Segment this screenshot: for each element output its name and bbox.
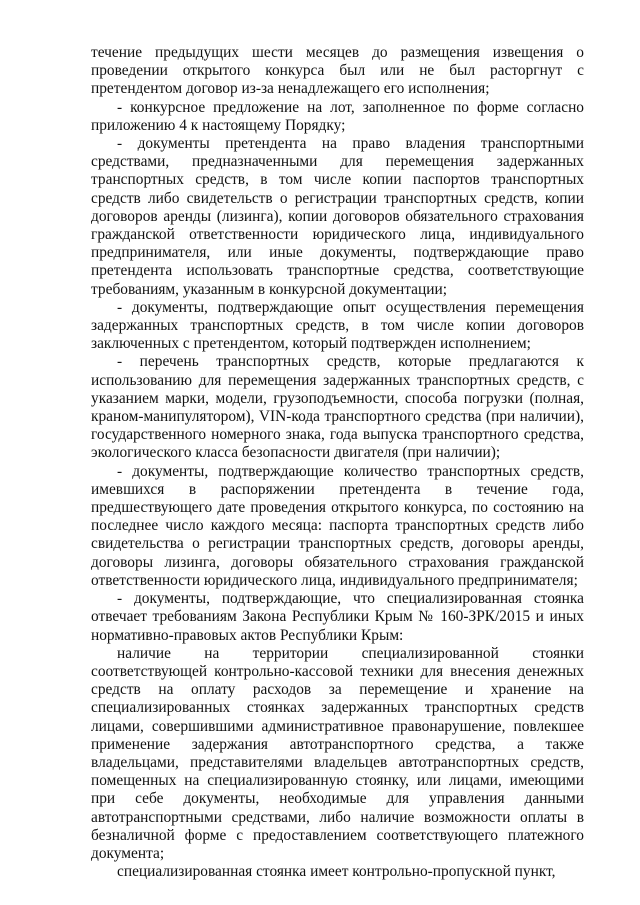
- paragraph-checkpoint: специализированная стоянка имеет контрольно-пропускной пункт,: [117, 863, 556, 881]
- paragraph-parking-compliance: - документы, подтверждающие, что специализированная стоянка отвечает требованиям Закона Республики Крым № 160-ЗРК/2015 и иных нормативно-правовых актов Республики Крым:: [91, 590, 584, 644]
- document-body: [91, 44, 584, 881]
- paragraph-experience-documents: - документы, подтверждающие опыт осуществления перемещения задержанных транспортных средств, в том числе копии договоров заключенных с претендентом, который подтвержден исполнением;: [91, 298, 584, 353]
- paragraph-competitive-offer: - конкурсное предложение на лот, заполненное по форме согласно приложению 4 к настоящему Порядку;: [91, 98, 584, 134]
- paragraph-contract-termination: течение предыдущих шести месяцев до размещения извещения о проведении открытого конкурса был или не был расторгнут с претендентом договор из-за ненадлежащего его исполнения;: [91, 44, 584, 98]
- paragraph-cash-register: наличие на территории специализированной стоянки соответствующей контрольно-кассовой техники для внесения денежных средств на оплату расходов за перемещение и хранение на специализированных стоянках задержанных транспортных средств лицами, совершившими административное правонарушение, повлекшее применение задержания автотранспортного средства, а также владельцами, представителями владельцев автотранспортных средств, помещенных на специализированную стоянку, или лицами, имеющими при себе документы, необходимые для управления данными автотранспортными средствами, либо наличие возможности оплаты в безналичной форме с предоставлением соответствующего платежного документа;: [91, 644, 584, 862]
- paragraph-vehicle-ownership-documents: - документы претендента на право владения транспортными средствами, предназначенными для перемещения задержанных транспортных средств, в том числе копии паспортов транспортных средств либо свидетельств о регистрации транспортных средств, копии договоров аренды (лизинга), копии договоров обязательного страхования гражданской ответственности юридического лица, индивидуального предпринимателя, или иные документы, подтверждающие право претендента использовать транспортные средства, соответствующие требованиям, указанным в конкурсной документации;: [91, 135, 584, 298]
- paragraph-vehicle-count-documents: - документы, подтверждающие количество транспортных средств, имевшихся в распоряжении претендента в течение года, предшествующего дате проведения открытого конкурса, по состоянию на последнее число каждого месяца: паспорта транспортных средств либо свидетельства о регистрации транспортных средств, договоры аренды, договоры лизинга, договоры обязательного страхования гражданской ответственности юридического лица, индивидуального предпринимателя;: [91, 462, 584, 589]
- paragraph-vehicle-list: - перечень транспортных средств, которые предлагаются к использованию для перемещения задержанных транспортных средств, с указанием марки, модели, грузоподъемности, способа погрузки (полная, краном-манипулятором), VIN-кода транспортного средства (при наличии), государственного номерного знака, года выпуска транспортного средства, экологического класса безопасности двигателя (при наличии);: [91, 353, 584, 462]
